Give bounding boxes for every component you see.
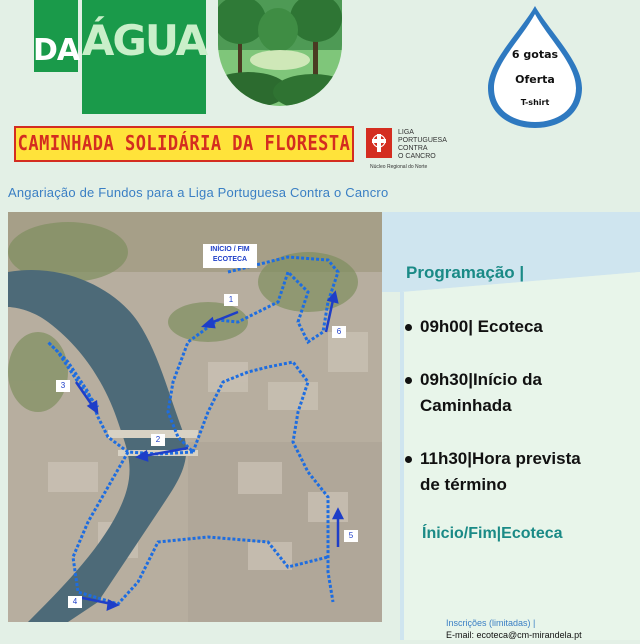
title-word-da: DA xyxy=(34,0,78,72)
program-item-1: 09h00| Ecoteca xyxy=(420,314,543,340)
route-map xyxy=(8,212,382,622)
program-item-2: 09h30|Início da Caminhada xyxy=(420,367,542,419)
map-marker-2: 2 xyxy=(155,435,161,444)
forest-illustration xyxy=(218,0,342,106)
bullet-icon xyxy=(405,377,412,384)
bullet-icon xyxy=(405,324,412,331)
drop-oferta-text: Oferta xyxy=(515,73,555,86)
map-start-label: INÍCIO / FIM ECOTECA xyxy=(210,246,250,263)
registration-label: Inscrições (limitadas) | xyxy=(446,618,536,628)
map-marker-3: 3 xyxy=(60,381,66,390)
start-end-location: Ínicio/Fim|Ecoteca xyxy=(422,525,563,542)
drop-gotas-text: 6 gotas xyxy=(511,48,559,61)
map-marker-4: 4 xyxy=(72,597,78,606)
title-word-agua: ÁGUA xyxy=(82,0,206,114)
program-title: Programação | xyxy=(406,263,525,282)
program-item-3: 11h30|Hora prevista de término xyxy=(420,446,581,498)
map-marker-1: 1 xyxy=(228,295,234,304)
water-drop-icon xyxy=(480,2,590,132)
lpcc-logo-subtext: Núcleo Regional do Norte xyxy=(370,164,428,170)
lpcc-logo-icon xyxy=(366,128,392,158)
banner-title: CAMINHADA SOLIDÁRIA DA FLORESTA xyxy=(17,132,351,156)
registration-email[interactable]: E-mail: ecoteca@cm-mirandela.pt xyxy=(446,630,582,640)
map-marker-5: 5 xyxy=(348,531,354,540)
fundraising-subtitle: Angariação de Fundos para a Liga Portuguesa Contra o Cancro xyxy=(8,185,389,200)
lpcc-logo-text: LIGA PORTUGUESA CONTRA O CANCRO xyxy=(398,129,447,160)
drop-tshirt-text: T-shirt xyxy=(520,98,550,107)
map-marker-6: 6 xyxy=(336,327,342,336)
event-banner xyxy=(14,126,354,162)
bullet-icon xyxy=(405,456,412,463)
